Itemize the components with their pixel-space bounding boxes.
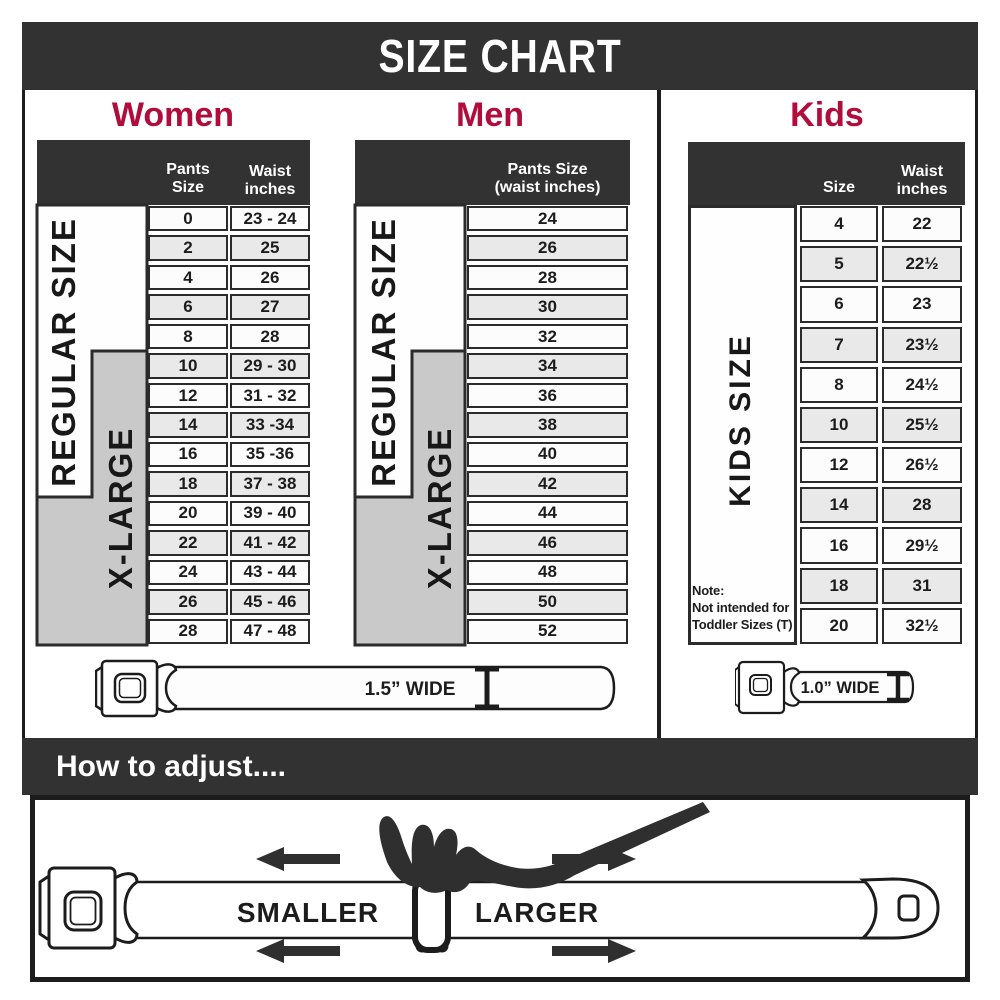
table-cell: 22: [882, 206, 962, 242]
table-cell: 33 -34: [230, 412, 310, 437]
table-cell: 45 - 46: [230, 589, 310, 614]
table-cell: 50: [467, 589, 628, 614]
women-table: [148, 206, 310, 644]
table-cell: 25½: [882, 407, 962, 443]
table-cell: 44: [467, 501, 628, 526]
table-cell: 31 - 32: [230, 383, 310, 408]
table-cell: 43 - 44: [230, 560, 310, 585]
table-cell: 34: [467, 353, 628, 378]
table-cell: 32½: [882, 608, 962, 644]
kids-belt-illustration: [735, 655, 925, 720]
kids-table: [800, 206, 962, 644]
page-title: SIZE CHART: [378, 30, 622, 82]
women-col-pants-size: Pants Size: [166, 161, 210, 196]
table-cell: 46: [467, 530, 628, 555]
table-cell: 0: [148, 206, 228, 231]
arrow-right-icon: [552, 939, 636, 963]
table-cell: 52: [467, 619, 628, 644]
table-cell: 25: [230, 235, 310, 260]
table-cell: 29 - 30: [230, 353, 310, 378]
table-cell: 23½: [882, 327, 962, 363]
table-cell: 26: [467, 235, 628, 260]
table-cell: 26: [230, 265, 310, 290]
kids-note: Note: Not intended for Toddler Sizes (T): [692, 583, 793, 632]
table-cell: 28: [882, 487, 962, 523]
how-to-adjust-bar: [22, 738, 978, 795]
belt-tongue-slot: [899, 896, 918, 920]
table-cell: 23 - 24: [230, 206, 310, 231]
adult-belt-illustration: [95, 655, 625, 725]
table-cell: 32: [467, 324, 628, 349]
table-cell: 24: [467, 206, 628, 231]
hand-icon: [379, 802, 710, 893]
table-cell: 22½: [882, 246, 962, 282]
table-cell: 40: [467, 442, 628, 467]
table-cell: 8: [148, 324, 228, 349]
kids-belt-width-label: 1.0” WIDE: [800, 679, 880, 697]
men-regular-size-label: REGULAR SIZE: [365, 217, 402, 487]
table-cell: 35 -36: [230, 442, 310, 467]
kids-col-size: Size: [822, 179, 855, 196]
table-cell: 10: [148, 353, 228, 378]
table-cell: 30: [467, 294, 628, 319]
adjust-belt-illustration: [35, 800, 965, 977]
smaller-label: SMALLER: [236, 897, 380, 928]
buckle-wing: [115, 874, 137, 943]
table-cell: 47 - 48: [230, 619, 310, 644]
table-cell: 26: [148, 589, 228, 614]
table-cell: 18: [148, 471, 228, 496]
table-cell: 28: [230, 324, 310, 349]
how-to-adjust-title: How to adjust....: [56, 749, 286, 783]
table-cell: 24: [148, 560, 228, 585]
table-cell: 14: [148, 412, 228, 437]
table-cell: 4: [800, 206, 878, 242]
women-table-header: [37, 140, 310, 205]
table-cell: 2: [148, 235, 228, 260]
table-cell: 41 - 42: [230, 530, 310, 555]
table-cell: 28: [467, 265, 628, 290]
kids-table-header: [688, 142, 965, 205]
adult-belt-width-label: 1.5” WIDE: [364, 679, 456, 700]
table-cell: 6: [800, 286, 878, 322]
table-cell: 23: [882, 286, 962, 322]
arrow-left-icon: [256, 847, 340, 871]
table-cell: 38: [467, 412, 628, 437]
women-col-waist: Waist inches: [244, 163, 296, 198]
table-cell: 6: [148, 294, 228, 319]
table-cell: 37 - 38: [230, 471, 310, 496]
table-cell: 20: [800, 608, 878, 644]
table-cell: 12: [800, 447, 878, 483]
men-table-header: [355, 140, 630, 205]
table-cell: 18: [800, 568, 878, 604]
table-cell: 12: [148, 383, 228, 408]
arrow-left-icon: [256, 939, 340, 963]
table-cell: 24½: [882, 367, 962, 403]
table-cell: 48: [467, 560, 628, 585]
table-cell: 31: [882, 568, 962, 604]
kids-size-label: KIDS SIZE: [724, 333, 757, 507]
men-table: [467, 206, 628, 644]
table-cell: 7: [800, 327, 878, 363]
table-cell: 14: [800, 487, 878, 523]
women-title: Women: [111, 96, 235, 134]
adjust-instruction-panel: [30, 795, 970, 982]
table-cell: 36: [467, 383, 628, 408]
women-regular-size-label: REGULAR SIZE: [45, 217, 82, 487]
men-title: Men: [456, 96, 524, 134]
table-cell: 20: [148, 501, 228, 526]
larger-label: LARGER: [474, 897, 600, 928]
table-cell: 16: [800, 527, 878, 563]
table-cell: 8: [800, 367, 878, 403]
table-cell: 4: [148, 265, 228, 290]
table-cell: 26½: [882, 447, 962, 483]
table-cell: 10: [800, 407, 878, 443]
table-cell: 42: [467, 471, 628, 496]
men-kids-divider: [657, 90, 661, 738]
size-chart-header-bar: [22, 22, 978, 90]
table-cell: 39 - 40: [230, 501, 310, 526]
table-cell: 29½: [882, 527, 962, 563]
table-cell: 28: [148, 619, 228, 644]
table-cell: 5: [800, 246, 878, 282]
men-col-pants-size: Pants Size (waist inches): [494, 161, 601, 196]
table-cell: 22: [148, 530, 228, 555]
kids-title: Kids: [790, 96, 864, 134]
kids-col-waist: Waist inches: [896, 163, 948, 198]
table-cell: 27: [230, 294, 310, 319]
table-cell: 16: [148, 442, 228, 467]
women-xlarge-label: X-LARGE: [102, 426, 139, 590]
men-xlarge-label: X-LARGE: [421, 426, 458, 590]
